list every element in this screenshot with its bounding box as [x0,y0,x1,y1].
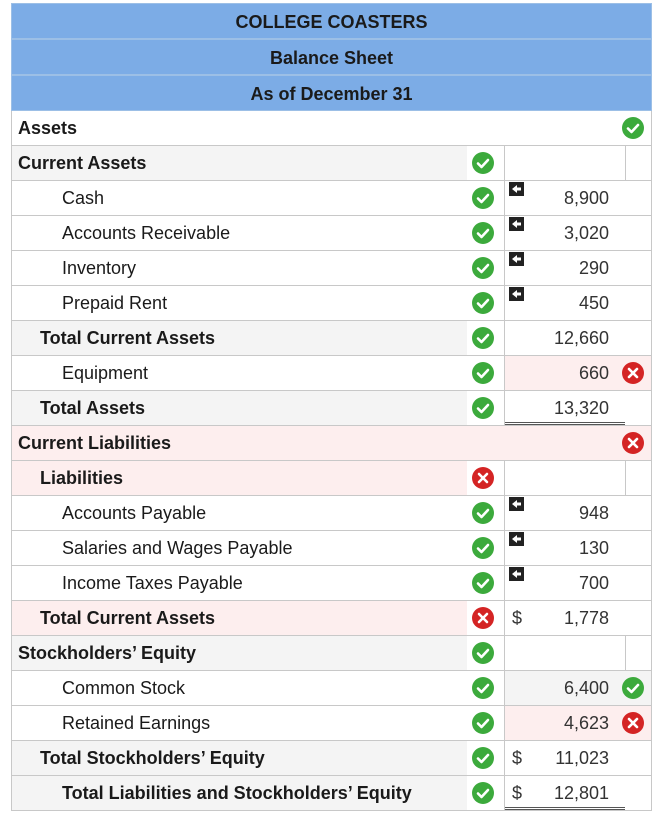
check-circle-icon [472,502,494,524]
x-circle-icon [622,712,644,734]
x-circle-icon [472,607,494,629]
current-liabilities-label: Current Liabilities [18,433,172,453]
currency-symbol: $ [512,608,523,628]
check-circle-icon [472,222,494,244]
return-arrow-icon[interactable] [509,532,524,546]
return-arrow-icon[interactable] [509,567,524,581]
total-assets-row [11,391,652,426]
check-circle-icon [472,572,494,594]
inventory-label: Inventory [62,258,137,278]
total-liabilities-equity-value[interactable]: 12,801 [553,783,609,803]
x-circle-icon [622,362,644,384]
income-taxes-payable-value[interactable]: 700 [578,573,609,593]
assets-label: Assets [18,118,78,138]
check-circle-icon [472,152,494,174]
check-circle-icon [472,537,494,559]
common-stock-row [11,671,652,706]
accounts-receivable-label: Accounts Receivable [62,223,231,243]
stockholders-equity-label: Stockholders’ Equity [18,643,197,663]
currency-symbol: $ [512,748,523,768]
current-liabilities-row [11,426,652,461]
check-circle-icon [472,397,494,419]
assets-row [11,111,652,146]
total-assets-label: Total Assets [40,398,146,418]
x-circle-icon [622,432,644,454]
total-current-liabilities-row [11,601,652,636]
check-circle-icon [472,712,494,734]
check-circle-icon [472,362,494,384]
prepaid-rent-row [11,286,652,321]
check-circle-icon [472,747,494,769]
total-current-assets-label: Total Current Assets [40,328,216,348]
check-circle-icon [622,677,644,699]
retained-earnings-value[interactable]: 4,623 [563,713,609,733]
inventory-row [11,251,652,286]
accounts-receivable-value[interactable]: 3,020 [563,223,609,243]
total-current-assets-row [11,321,652,356]
cash-row [11,181,652,216]
accounts-payable-row [11,496,652,531]
accounts-payable-value[interactable]: 948 [578,503,609,523]
salaries-wages-payable-label: Salaries and Wages Payable [62,538,293,558]
stockholders-equity-row [11,636,652,671]
accounts-payable-label: Accounts Payable [62,503,207,523]
prepaid-rent-value[interactable]: 450 [578,293,609,313]
check-circle-icon [622,117,644,139]
return-arrow-icon[interactable] [509,217,524,231]
check-circle-icon [472,187,494,209]
current-assets-row [11,146,652,181]
total-current-liabilities-value[interactable]: 1,778 [563,608,609,628]
common-stock-label: Common Stock [62,678,186,698]
check-circle-icon [472,677,494,699]
total-stockholders-equity-row [11,741,652,776]
return-arrow-icon[interactable] [509,252,524,266]
liabilities-row [11,461,652,496]
income-taxes-payable-label: Income Taxes Payable [62,573,243,593]
inventory-value[interactable]: 290 [578,258,609,278]
equipment-label: Equipment [62,363,149,383]
current-assets-label: Current Assets [18,153,147,173]
return-arrow-icon[interactable] [509,182,524,196]
check-circle-icon [472,642,494,664]
statement-title: Balance Sheet [11,39,652,75]
check-circle-icon [472,782,494,804]
accounts-receivable-row [11,216,652,251]
cash-value[interactable]: 8,900 [563,188,609,208]
total-assets-value[interactable]: 13,320 [553,398,609,418]
check-circle-icon [472,257,494,279]
prepaid-rent-label: Prepaid Rent [62,293,168,313]
common-stock-value[interactable]: 6,400 [563,678,609,698]
statement-date: As of December 31 [11,75,652,111]
total-stockholders-equity-value[interactable]: 11,023 [555,748,609,768]
return-arrow-icon[interactable] [509,287,524,301]
check-circle-icon [472,327,494,349]
total-current-assets-value[interactable]: 12,660 [553,328,609,348]
check-circle-icon [472,292,494,314]
retained-earnings-label: Retained Earnings [62,713,211,733]
equipment-row [11,356,652,391]
salaries-wages-payable-value[interactable]: 130 [578,538,609,558]
return-arrow-icon[interactable] [509,497,524,511]
equipment-value[interactable]: 660 [578,363,609,383]
total-liabilities-equity-row [11,776,652,811]
total-stockholders-equity-label: Total Stockholders’ Equity [40,748,265,768]
liabilities-label: Liabilities [40,468,124,488]
total-liabilities-equity-label: Total Liabilities and Stockholders’ Equity [62,783,412,803]
retained-earnings-row [11,706,652,741]
total-current-liabilities-label: Total Current Assets [40,608,216,628]
cash-label: Cash [62,188,105,208]
currency-symbol: $ [512,783,523,803]
company-name: COLLEGE COASTERS [11,3,652,39]
income-taxes-payable-row [11,566,652,601]
x-circle-icon [472,467,494,489]
salaries-wages-payable-row [11,531,652,566]
